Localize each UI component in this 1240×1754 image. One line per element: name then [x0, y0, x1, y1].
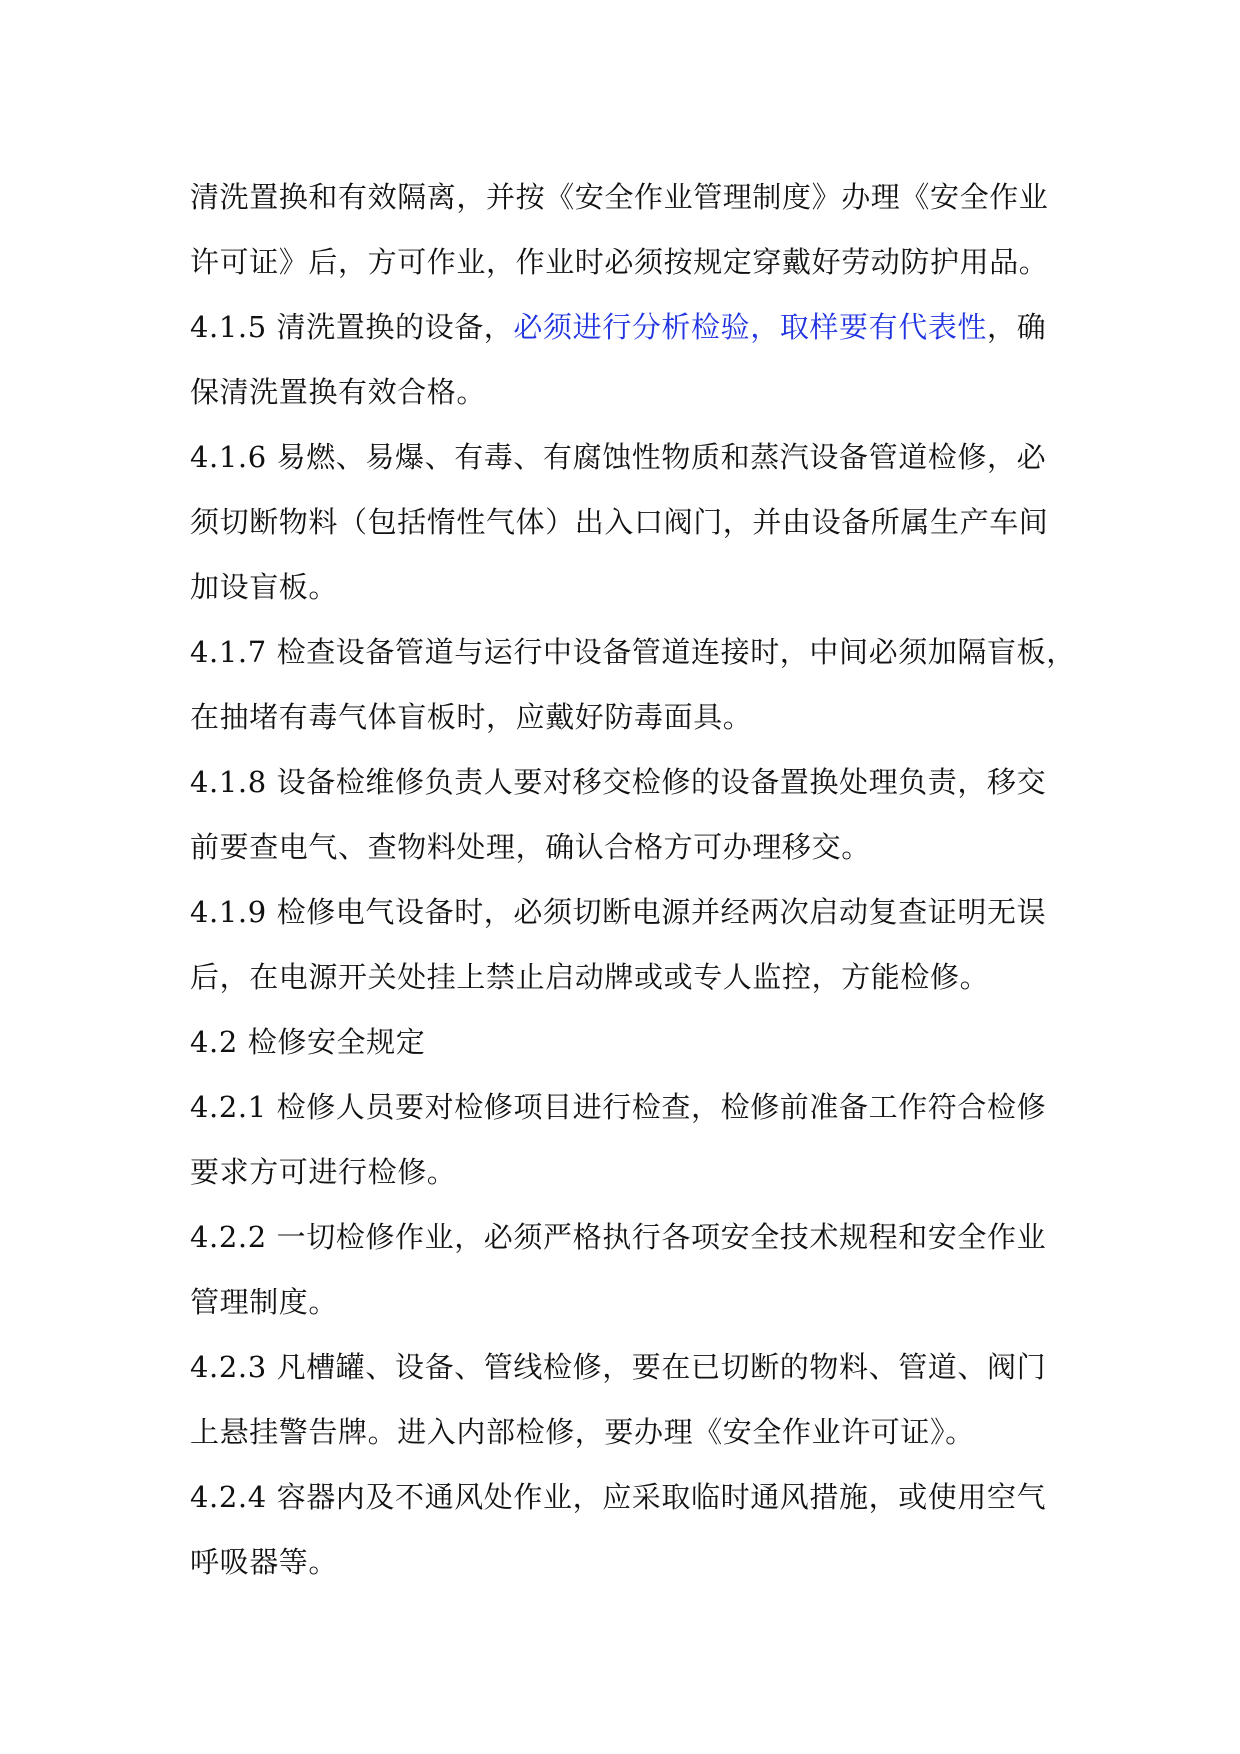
text-line-3-end: ，确 [987, 310, 1047, 344]
text-line-17: 4.2.2 一切检修作业，必须严格执行各项安全技术规程和安全作业 [190, 1220, 1047, 1254]
text-line-5: 4.1.6 易燃、易爆、有毒、有腐蚀性物质和蒸汽设备管道检修，必 [190, 440, 1047, 474]
text-line-13: 后，在电源开关处挂上禁止启动牌或或专人监控，方能检修。 [190, 960, 990, 994]
text-line-6: 须切断物料（包括惰性气体）出入口阀门，并由设备所属生产车间 [190, 505, 1049, 539]
text-line-10: 4.1.8 设备检维修负责人要对移交检修的设备置换处理负责，移交 [190, 765, 1047, 799]
text-line-3 [190, 295, 1070, 360]
text-line-21: 4.2.4 容器内及不通风处作业，应采取临时通风措施，或使用空气 [190, 1480, 1047, 1514]
text-line-7: 加设盲板。 [190, 570, 339, 604]
text-line-16: 要求方可进行检修。 [190, 1155, 457, 1189]
text-line-3-start: 4.1.5 清洗置换的设备， [190, 310, 514, 344]
text-line-12: 4.1.9 检修电气设备时，必须切断电源并经两次启动复查证明无误 [190, 895, 1047, 929]
document-body [190, 165, 1076, 1595]
text-line-9: 在抽堵有毒气体盲板时，应戴好防毒面具。 [190, 700, 753, 734]
text-line-2: 许可证》后，方可作业，作业时必须按规定穿戴好劳动防护用品。 [190, 245, 1049, 279]
text-line-15: 4.2.1 检修人员要对检修项目进行检查，检修前准备工作符合检修 [190, 1090, 1047, 1124]
text-line-19: 4.2.3 凡槽罐、设备、管线检修，要在已切断的物料、管道、阀门 [190, 1350, 1047, 1384]
text-line-1: 清洗置换和有效隔离，并按《安全作业管理制度》办理《安全作业 [190, 180, 1049, 214]
text-line-20: 上悬挂警告牌。进入内部检修，要办理《安全作业许可证》。 [190, 1415, 975, 1449]
text-line-18: 管理制度。 [190, 1285, 339, 1319]
highlighted-text: 必须进行分析检验，取样要有代表性 [513, 310, 988, 344]
text-line-8: 4.1.7 检查设备管道与运行中设备管道连接时，中间必须加隔盲板， [190, 635, 1076, 669]
text-line-22: 呼吸器等。 [190, 1545, 339, 1579]
text-line-11: 前要查电气、查物料处理，确认合格方可办理移交。 [190, 830, 871, 864]
section-heading-4-2: 4.2 检修安全规定 [190, 1025, 426, 1059]
text-line-4: 保清洗置换有效合格。 [190, 375, 487, 409]
